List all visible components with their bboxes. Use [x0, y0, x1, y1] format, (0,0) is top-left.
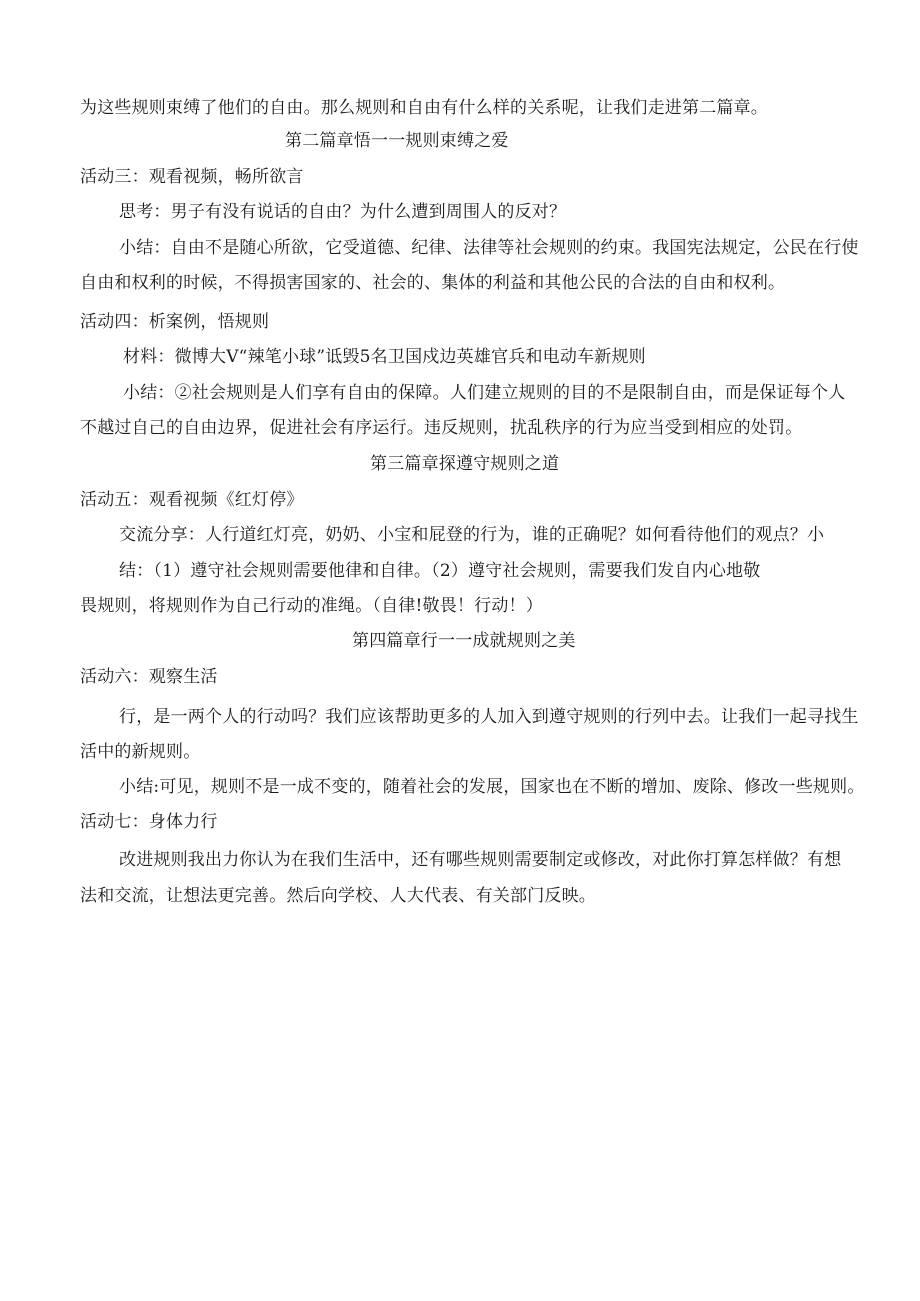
- section-heading-chapter-4: 第四篇章行一一成就规则之美: [352, 631, 576, 651]
- paragraph-line: 小结:可见，规则不是一成不变的，随着社会的发展，国家也在不断的增加、废除、修改一些规则。: [119, 777, 865, 797]
- activity-title-5: 活动五：观看视频《红灯停》: [80, 490, 304, 510]
- paragraph-line: 小结：自由不是随心所欲，它受道德、纪律、法律等社会规则的约束。我国宪法规定，公民在行使: [119, 238, 859, 258]
- section-heading-chapter-3: 第三篇章探遵守规则之道: [370, 454, 560, 474]
- paragraph-line: 材料：微博大V“辣笔小球”诋毁5名卫国戍边英雄官兵和电动车新规则: [123, 347, 646, 367]
- paragraph-line: 小结：②社会规则是人们享有自由的保障。人们建立规则的目的不是限制自由，而是保证每个人: [123, 383, 846, 403]
- paragraph-line: 自由和权利的时候，不得损害国家的、社会的、集体的利益和其他公民的合法的自由和权利。: [80, 273, 786, 293]
- paragraph-line: 改进规则我出力你认为在我们生活中，还有哪些规则需要制定或修改，对此你打算怎样做？有想: [119, 850, 842, 870]
- paragraph-line: 交流分享：人行道红灯亮，奶奶、小宝和屁登的行为，谁的正确呢？如何看待他们的观点？小: [119, 525, 825, 545]
- section-heading-chapter-2: 第二篇章悟一一规则束缚之爱: [285, 131, 509, 151]
- paragraph-line: 思考：男子有没有说话的自由？为什么遭到周围人的反对？: [119, 202, 567, 222]
- activity-title-7: 活动七：身体力行: [80, 812, 218, 832]
- paragraph-line: 行，是一两个人的行动吗？我们应该帮助更多的人加入到遵守规则的行列中去。让我们一起寻找生: [119, 707, 859, 727]
- activity-title-3: 活动三：观看视频，畅所欲言: [80, 167, 304, 187]
- paragraph-line: 不越过自己的自由边界，促进社会有序运行。违反规则，扰乱秩序的行为应当受到相应的处罚。: [80, 418, 803, 438]
- activity-title-4: 活动四：析案例，悟规则: [80, 312, 270, 332]
- paragraph-line: 畏规则，将规则作为自己行动的准绳。（自律!敬畏！行动！）: [80, 596, 543, 616]
- paragraph-line: 为这些规则束缚了他们的自由。那么规则和自由有什么样的关系呢，让我们走进第二篇章。: [80, 98, 768, 118]
- activity-title-6: 活动六：观察生活: [80, 667, 218, 687]
- paragraph-line: 活中的新规则。: [80, 742, 201, 762]
- paragraph-line: 法和交流，让想法更完善。然后向学校、人大代表、有关部门反映。: [80, 886, 596, 906]
- paragraph-line: 结：（1）遵守社会规则需要他律和自律。（2）遵守社会规则，需要我们发自内心地敬: [119, 561, 761, 581]
